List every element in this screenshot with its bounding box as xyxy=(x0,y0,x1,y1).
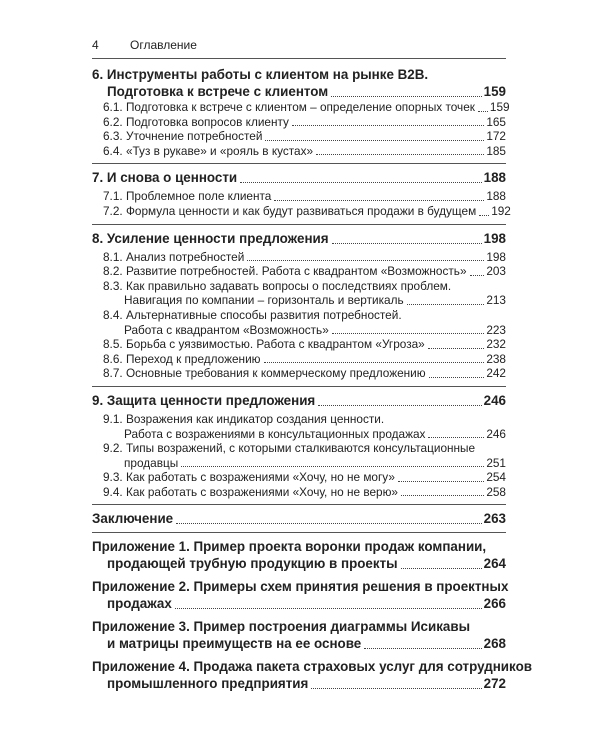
section-title: 8.5. Борьба с уязвимостью. Работа с квадрантом «Угроза» xyxy=(103,337,425,352)
dot-leader xyxy=(316,153,484,155)
section-title-entry xyxy=(103,456,506,471)
section-title-line: 8.4. Альтернативные способы развития потребностей. xyxy=(103,307,402,322)
dot-leader xyxy=(428,347,485,349)
running-header xyxy=(92,36,506,59)
dot-leader xyxy=(407,303,485,305)
section-title: 8.6. Переход к предложению xyxy=(103,351,261,366)
dot-leader xyxy=(401,494,484,496)
toc-section-entry xyxy=(103,352,506,367)
dot-leader xyxy=(401,567,482,569)
page-ref: 165 xyxy=(486,114,506,129)
section-title-line: 9.2. Типы возражений, с которыми сталкиваются консультационные xyxy=(103,441,476,456)
page-ref: 246 xyxy=(483,392,506,408)
dot-leader xyxy=(429,376,485,378)
appendix-title-text: и матрицы преимуществ на ее основе xyxy=(107,636,362,652)
dot-leader xyxy=(470,274,485,276)
page-ref: 258 xyxy=(486,484,506,499)
appendix-title-text: продающей трубную продукцию в проекты xyxy=(107,556,398,572)
appendix-title-text: продажах xyxy=(107,596,172,612)
page-ref: 268 xyxy=(483,636,506,652)
section-title: 8.2. Развитие потребностей. Работа с квадрантом «Возможность» xyxy=(103,264,467,279)
page-ref: 264 xyxy=(483,556,506,572)
toc-section-entry xyxy=(103,115,506,130)
section-title: 6.2. Подготовка вопросов клиенту xyxy=(103,114,289,129)
section-title: 6.1. Подготовка к встрече с клиентом – определение опорных точек xyxy=(103,100,475,114)
toc-chapter-8 xyxy=(92,230,506,247)
dot-leader xyxy=(478,110,488,112)
page-ref: 251 xyxy=(486,455,506,470)
toc-appendix-4 xyxy=(92,658,532,692)
divider xyxy=(92,504,506,505)
page-ref: 263 xyxy=(483,511,506,527)
toc-chapter-6 xyxy=(92,66,506,100)
dot-leader xyxy=(265,139,484,141)
toc-conclusion xyxy=(92,510,506,527)
toc-appendix-2 xyxy=(92,578,509,612)
section-title: 8.1. Анализ потребностей xyxy=(103,249,245,264)
page-number: 4 xyxy=(92,38,99,52)
dot-leader xyxy=(181,465,484,467)
section-title: 7.2. Формула ценности и как будут развиваться продажи в будущем xyxy=(103,203,477,218)
chapter-title-text: Подготовка к встрече с клиентом xyxy=(107,84,329,99)
dot-leader xyxy=(176,522,482,524)
chapter-title-text: 9. Защита ценности предложения xyxy=(92,392,316,408)
section-title: Работа с возражениями в консультационных продажах xyxy=(124,426,426,441)
toc-sections-8 xyxy=(92,250,506,381)
dot-leader xyxy=(311,687,481,689)
toc-section-entry xyxy=(103,366,506,381)
appendix-title-line: Приложение 3. Пример построения диаграммы Исикавы xyxy=(92,619,471,635)
toc-chapter-9 xyxy=(92,392,506,409)
page-ref: 272 xyxy=(483,676,506,692)
page-ref: 203 xyxy=(486,264,506,279)
dot-leader xyxy=(318,404,481,406)
table-of-contents xyxy=(92,66,532,692)
dot-leader xyxy=(331,95,481,97)
toc-sections-7 xyxy=(92,189,511,218)
section-title: Навигация по компании – горизонталь и вертикаль xyxy=(124,293,404,308)
section-title: Работа с квадрантом «Возможность» xyxy=(124,322,329,337)
dot-leader xyxy=(398,480,484,482)
toc-section-entry xyxy=(103,250,506,265)
running-title: Оглавление xyxy=(130,38,197,52)
section-title: 6.3. Уточнение потребностей xyxy=(103,129,263,144)
dot-leader xyxy=(264,361,485,363)
chapter-title-text: 8. Усиление ценности предложения xyxy=(92,230,329,246)
chapter-title-line: 6. Инструменты работы с клиентом на рынке B2B. xyxy=(92,67,429,82)
page-ref: 242 xyxy=(486,366,506,381)
section-title: 6.4. «Туз в рукаве» и «рояль в кустах» xyxy=(103,143,314,158)
page-ref: 213 xyxy=(486,293,506,308)
dot-leader xyxy=(175,607,482,609)
toc-section-entry xyxy=(103,485,506,500)
dot-leader xyxy=(428,436,484,438)
appendix-title-entry xyxy=(92,675,506,692)
toc-section-entry xyxy=(103,129,506,144)
page-ref: 266 xyxy=(483,596,506,612)
toc-sections-6 xyxy=(92,100,510,158)
appendix-title-entry xyxy=(92,555,506,572)
appendix-title-entry xyxy=(92,595,506,612)
page-ref: 188 xyxy=(483,170,506,186)
section-title: 9.3. Как работать с возражениями «Хочу, но не могу» xyxy=(103,470,395,485)
dot-leader xyxy=(479,214,489,216)
dot-leader xyxy=(274,199,484,201)
chapter-title-entry xyxy=(92,83,506,100)
section-title: 7.1. Проблемное поле клиента xyxy=(103,189,272,204)
toc-section-entry xyxy=(103,203,511,219)
toc-section-entry xyxy=(103,441,506,470)
appendix-title-text: промышленного предприятия xyxy=(107,676,309,692)
divider xyxy=(92,224,506,225)
toc-section-entry xyxy=(103,189,506,204)
toc-section-entry xyxy=(103,470,506,485)
chapter-title-text: Заключение xyxy=(92,511,174,527)
toc-section-entry xyxy=(103,264,506,279)
dot-leader xyxy=(247,259,484,261)
page-ref: 172 xyxy=(486,129,506,144)
divider xyxy=(92,532,506,533)
page-ref: 198 xyxy=(483,230,506,246)
toc-section-entry xyxy=(103,308,506,337)
section-title-entry xyxy=(103,323,506,338)
appendix-title-entry xyxy=(92,635,506,652)
dot-leader xyxy=(332,332,485,334)
appendix-title-line: Приложение 2. Примеры схем принятия решения в проектных xyxy=(92,579,509,595)
toc-section-entry xyxy=(103,279,506,308)
page-ref: 159 xyxy=(489,100,510,114)
page-ref: 185 xyxy=(486,143,506,158)
section-title: продавцы xyxy=(124,455,179,470)
chapter-title-text: 7. И снова о ценности xyxy=(92,170,238,186)
appendix-title-line: Приложение 4. Продажа пакета страховых услуг для сотрудников xyxy=(92,659,532,675)
toc-section-entry xyxy=(103,144,506,159)
page-ref: 246 xyxy=(486,426,506,441)
section-title-line: 9.1. Возражения как индикатор создания ценности. xyxy=(103,411,385,426)
toc-appendix-1 xyxy=(92,538,506,572)
section-title-entry xyxy=(103,427,506,442)
page-ref: 198 xyxy=(486,249,506,264)
section-title: 9.4. Как работать с возражениями «Хочу, но не верю» xyxy=(103,484,398,499)
divider xyxy=(92,163,506,164)
page-ref: 232 xyxy=(486,337,506,352)
page-ref: 159 xyxy=(483,84,506,99)
section-title-line: 8.3. Как правильно задавать вопросы о последствиях проблем. xyxy=(103,278,452,293)
dot-leader xyxy=(332,242,482,244)
appendix-title-line: Приложение 1. Пример проекта воронки продаж компании, xyxy=(92,539,487,555)
dot-leader xyxy=(240,181,481,183)
divider xyxy=(92,386,506,387)
toc-sections-9 xyxy=(92,412,506,500)
page-ref: 188 xyxy=(486,189,506,204)
section-title: 8.7. Основные требования к коммерческому предложению xyxy=(103,366,426,381)
dot-leader xyxy=(364,647,481,649)
dot-leader xyxy=(292,124,484,126)
toc-appendix-3 xyxy=(92,618,506,652)
section-title-entry xyxy=(103,293,506,308)
toc-chapter-7 xyxy=(92,169,506,186)
page-ref: 223 xyxy=(486,322,506,337)
page-ref: 238 xyxy=(486,351,506,366)
toc-section-entry xyxy=(103,412,506,441)
toc-section-entry xyxy=(103,100,510,115)
page-ref: 192 xyxy=(491,203,511,218)
page-ref: 254 xyxy=(486,470,506,485)
toc-section-entry xyxy=(103,337,506,352)
